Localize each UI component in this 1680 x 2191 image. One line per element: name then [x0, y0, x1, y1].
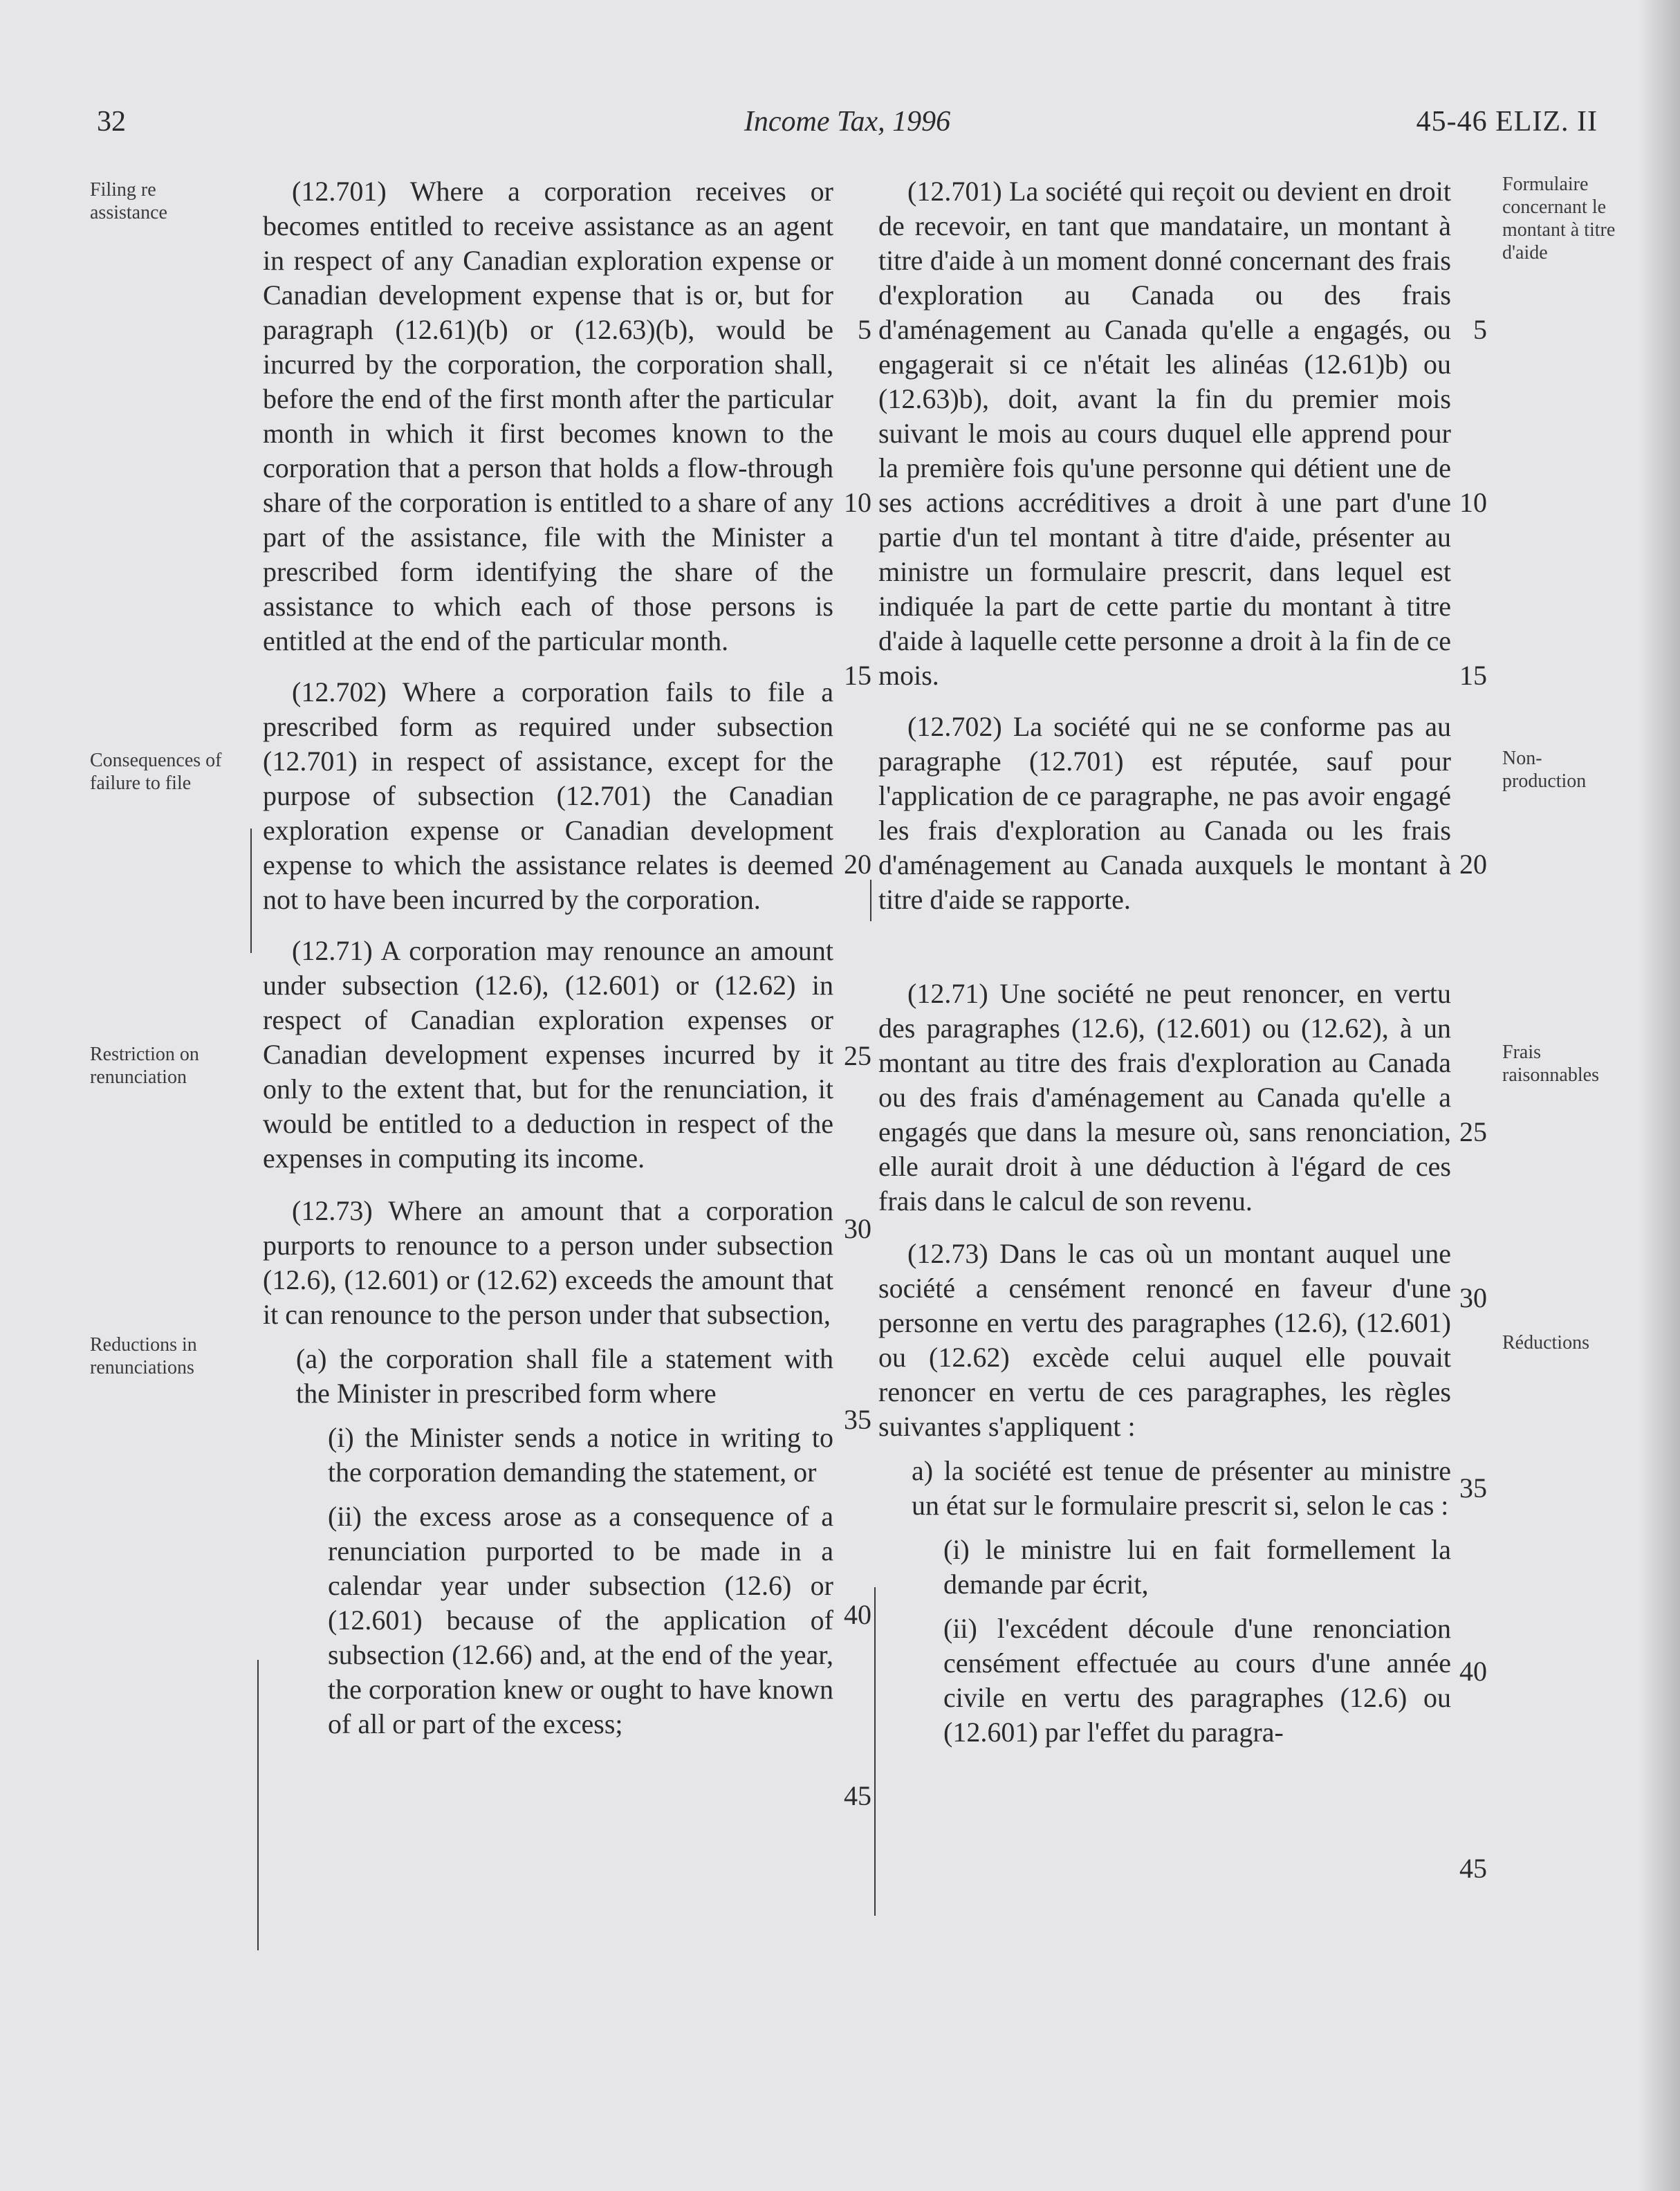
fr-line-number: 45 — [1459, 1853, 1487, 1884]
fr-paragraph-a: a) la société est tenue de présenter au ministre un état sur le formulaire prescrit si, selon le cas : — [912, 1455, 1451, 1521]
fr-subparagraph-ii: (ii) l'excédent découle d'une renonciation censément effectuée au cours d'une année civile en vertu des paragraphes (12.6) ou (12.601) par l'effet du paragra- — [943, 1613, 1451, 1748]
en-line-number: 5 — [858, 314, 871, 345]
en-paragraph-a: (a) the corporation shall file a statement with the Minister in prescribed form where — [296, 1343, 833, 1409]
fr-section-12-71: (12.71) Une société ne peut renoncer, en vertu des paragraphes (12.6), (12.601) ou (12.62), à un montant au titre des frais d'exploration au Canada ou des frais d'aménagement au Canada qu'elle a engagés que dans la mesure où, sans renonciation, elle aurait droit à une déduction à l'égard de ces frais dans le calcul de son revenu. — [878, 978, 1451, 1217]
en-section-12-701: (12.701) Where a corporation receives or becomes entitled to receive assistance as an agent in respect of any Canadian exploration expense or Canadian development expense that is or, but for paragraph (12.61)(b) or (12.63)(b), would be incurred by the corporation, the corporation shall, before the end of the first month after the particular month in which it first becomes known to the corporation that a person that holds a flow-through share of the corporation is entitled to a share of any part of the assistance, file with the Minister a prescribed form identifying the share of the assistance to which each of those persons is entitled at the end of the particular month. — [263, 176, 833, 656]
fr-section-12-702: (12.702) La société qui ne se conforme pas au paragraphe (12.701) est réputée, sauf pour l'application de ce paragraphe, ne pas avoir engagé les frais d'exploration au Canada ou les frais d'aménagement au Canada auxquels le montant à titre d'aide se rapporte. — [878, 711, 1451, 915]
regnal-year: 45-46 ELIZ. II — [1416, 106, 1598, 138]
fr-subparagraph-i: (i) le ministre lui en fait formellement la demande par écrit, — [943, 1534, 1451, 1600]
page-edge-shadow — [1639, 0, 1680, 2191]
fr-line-number: 5 — [1473, 314, 1487, 345]
margin-note-filing: Filing re assistance — [90, 179, 167, 223]
margin-note-frais: Frais raisonnables — [1502, 1042, 1599, 1086]
en-line-number: 20 — [844, 849, 871, 880]
change-bar — [874, 1587, 876, 1916]
en-section-12-71: (12.71) A corporation may renounce an amount under subsection (12.6), (12.601) or (12.62) in respect of Canadian exploration expenses or Canadian development expenses incurred by it only to the extent that, but for the renunciation, it would be entitled to a deduction in respect of the expenses in computing its income. — [263, 935, 833, 1174]
margin-note-consequences: Consequences of failure to file — [90, 750, 222, 794]
en-line-number: 15 — [844, 660, 871, 691]
en-subparagraph-ii: (ii) the excess arose as a consequence of a renunciation purported to be made in a calendar year under subsection (12.6) or (12.601) because of the application of subsection (12.66) and, at the end of the year, the corporation knew or ought to have known of all or part of the excess; — [328, 1501, 833, 1739]
french-column — [878, 174, 1451, 1768]
en-section-12-73: (12.73) Where an amount that a corporation purports to renounce to a person under subsection (12.6), (12.601) or (12.62) exceeds the amount that it can renounce to the person under that subsection, — [263, 1195, 833, 1330]
change-bar — [250, 829, 252, 953]
english-column — [263, 174, 833, 1759]
change-bar — [870, 880, 871, 921]
fr-section-12-701: (12.701) La société qui reçoit ou devient en droit de recevoir, en tant que mandataire, un montant à titre d'aide à un moment donné concernant des frais d'exploration au Canada ou des frais d'aménagement au Canada qu'elle a engagés, ou engagerait si ce n'était les alinéas (12.61)b) ou (12.63)b), doit, avant la fin du premier mois suivant le mois au cours duquel elle apprend pour la première fois qu'une personne qui détient une de ses actions accréditives a droit à une part d'une partie d'un tel montant à titre d'aide, présenter au ministre un formulaire prescrit, dans lequel est indiquée la part de cette partie du montant à titre d'aide à laquelle cette personne a droit à la fin de ce mois. — [878, 176, 1451, 691]
en-line-number: 25 — [844, 1040, 871, 1071]
margin-note-reductions: Reductions in renunciations — [90, 1334, 197, 1378]
margin-note-formulaire: Formulaire concernant le montant à titre d'aide — [1502, 174, 1616, 264]
page-header — [97, 105, 1598, 154]
en-subparagraph-i: (i) the Minister sends a notice in writing to the corporation demanding the statement, or — [328, 1422, 833, 1488]
change-bar — [257, 1660, 259, 1950]
fr-line-number: 15 — [1459, 660, 1487, 691]
margin-note-non-production: Non-production — [1502, 748, 1587, 792]
fr-section-12-73: (12.73) Dans le cas où un montant auquel une société a censément renoncé en faveur d'une personne en vertu des paragraphes (12.6), (12.601) ou (12.62) excède celui auquel elle pouvait renoncer en vertu de ces paragraphes, les règles suivantes s'appliquent : — [878, 1238, 1451, 1442]
margin-note-reductions-fr: Réductions — [1502, 1332, 1589, 1353]
fr-line-number: 40 — [1459, 1656, 1487, 1687]
fr-line-number: 25 — [1459, 1116, 1487, 1147]
en-line-number: 35 — [844, 1404, 871, 1435]
fr-line-number: 30 — [1459, 1282, 1487, 1313]
fr-line-number: 10 — [1459, 487, 1487, 518]
en-line-number: 30 — [844, 1213, 871, 1244]
en-line-number: 45 — [844, 1780, 871, 1811]
fr-line-number: 35 — [1459, 1472, 1487, 1504]
margin-note-restriction: Restriction on renunciation — [90, 1044, 199, 1088]
en-section-12-702: (12.702) Where a corporation fails to file a prescribed form as required under subsection (12.701) in respect of assistance, except for the purpose of subsection (12.701) the Canadian exploration expense or Canadian development expense to which the assistance relates is deemed not to have been incurred by the corporation. — [263, 676, 833, 915]
page-number: 32 — [97, 106, 126, 138]
en-line-number: 10 — [844, 487, 871, 518]
fr-line-number: 20 — [1459, 849, 1487, 880]
running-title: Income Tax, 1996 — [744, 106, 951, 138]
en-line-number: 40 — [844, 1599, 871, 1630]
